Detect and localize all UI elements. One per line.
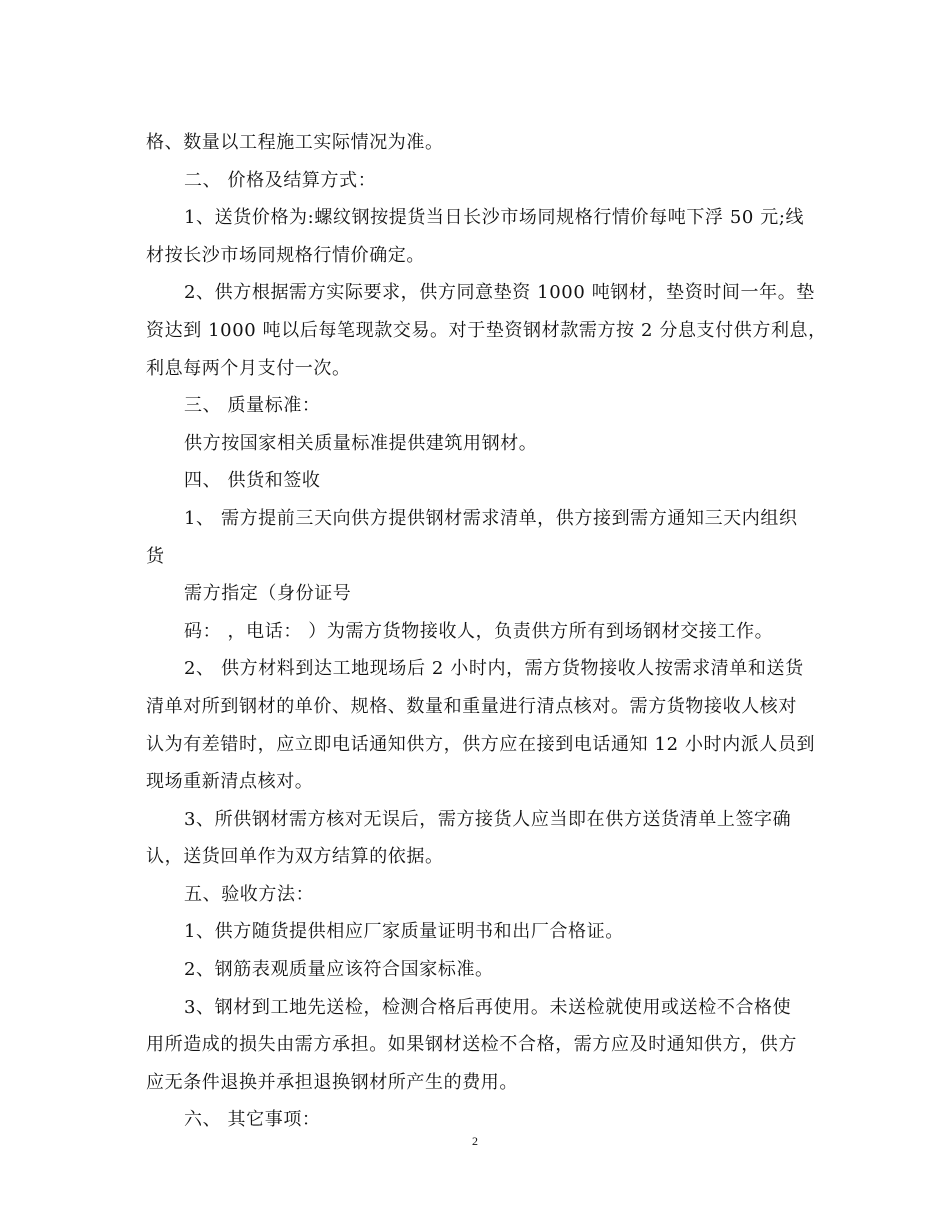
text-line: 资达到 1000 吨以后每笔现款交易。对于垫资钢材款需方按 2 分息支付供方利息， [146,319,827,341]
text-line: 货 [146,545,165,567]
text-line: 3、所供钢材需方核对无误后，需方接货人应当即在供方送货清单上签字确 [184,808,792,830]
text-line: 1、 需方提前三天向供方提供钢材需求清单，供方接到需方通知三天内组织 [184,507,798,529]
text-line: 码： ，电话： ）为需方货物接收人，负责供方所有到场钢材交接工作。 [184,620,774,642]
text-line: 现场重新清点核对。 [146,771,314,793]
text-line: 认为有差错时，应立即电话通知供方，供方应在接到电话通知 12 小时内派人员到 [146,733,816,755]
text-line: 利息每两个月支付一次。 [146,357,351,379]
text-line: 1、供方随货提供相应厂家质量证明书和出厂合格证。 [184,921,624,943]
text-line: 五、验收方法： [184,883,315,905]
document-body [146,124,827,1139]
text-line: 清单对所到钢材的单价、规格、数量和重量进行清点核对。需方货物接收人核对 [146,695,797,717]
text-line: 格、数量以工程施工实际情况为准。 [146,132,444,153]
text-line: 2、供方根据需方实际要求，供方同意垫资 1000 吨钢材，垫资时间一年。垫 [184,282,815,304]
text-line: 用所造成的损失由需方承担。如果钢材送检不合格，需方应及时通知供方，供方 [146,1034,797,1056]
text-line: 2、 供方材料到达工地现场后 2 小时内，需方货物接收人按需求清单和送货 [184,658,804,680]
text-line: 3、钢材到工地先送检，检测合格后再使用。未送检就使用或送检不合格使 [184,996,792,1018]
text-line: 需方指定（身份证号 [184,583,352,605]
text-line: 材按长沙市场同规格行情价确定。 [146,244,425,266]
text-line: 四、 供货和签收 [184,470,321,492]
page-number: 2 [472,1134,478,1148]
text-line: 应无条件退换并承担退换钢材所产生的费用。 [146,1071,518,1093]
text-line: 认，送货回单作为双方结算的依据。 [146,846,444,868]
text-line: 2、钢筋表观质量应该符合国家标准。 [184,959,494,981]
text-line: 六、 其它事项： [184,1109,321,1131]
text-line: 供方按国家相关质量标准提供建筑用钢材。 [184,432,538,454]
text-line: 1、送货价格为:螺纹钢按提货当日长沙市场同规格行情价每吨下浮 50 元;线 [184,207,805,229]
text-line: 二、 价格及结算方式： [184,169,377,191]
text-line: 三、 质量标准： [184,395,321,417]
